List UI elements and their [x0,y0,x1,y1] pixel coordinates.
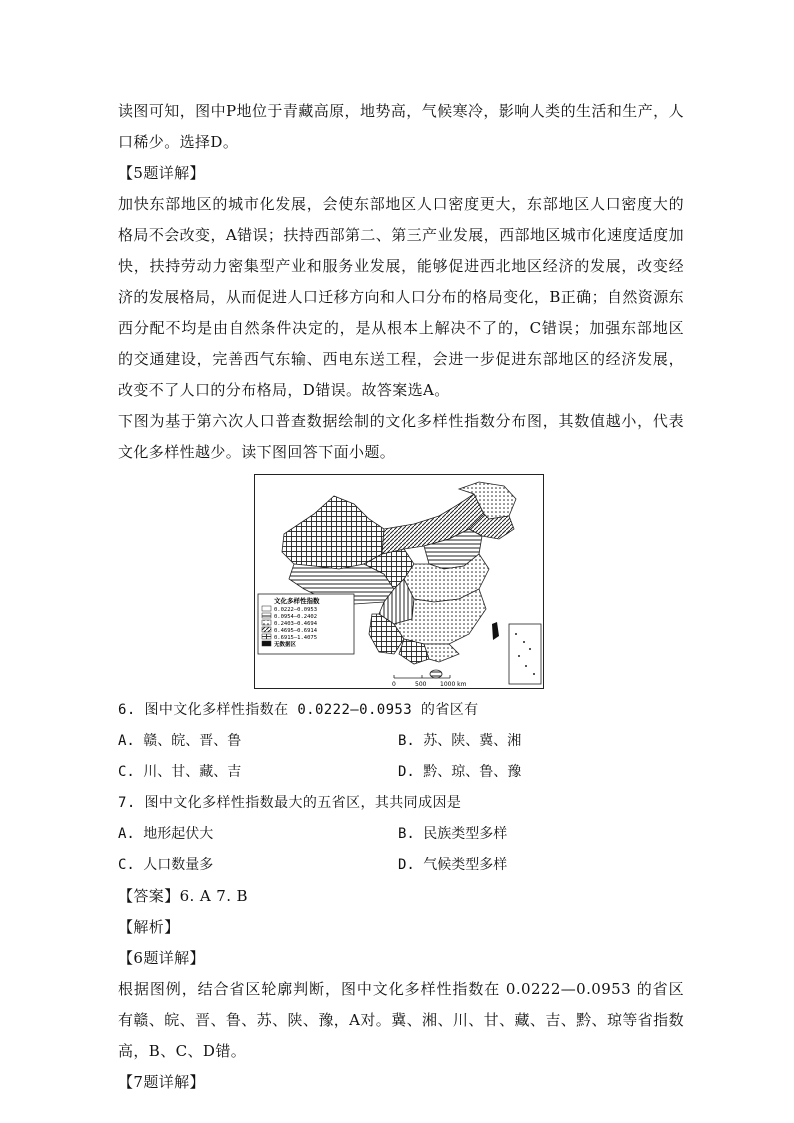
legend-item-3: 0.2403—0.4694 [274,621,318,627]
q7-option-b: B. 民族类型多样 [398,826,508,842]
q6-option-d: D. 黔、琼、鲁、豫 [398,764,522,780]
question-7-options-row1 [118,819,684,850]
question-6-stem: 6. 图中文化多样性指数在 0.0222—0.0953 的省区有 [118,702,479,718]
legend-item-2: 0.0954—0.2402 [274,614,318,620]
paragraph-p4-conclusion: 读图可知，图中P地位于青藏高原，地势高，气候寒冷，影响人类的生活和生产，人口稀少。选择D。 [118,102,684,151]
scale-label-1000: 1000 km [440,681,467,688]
question-6-options-row1 [118,726,684,757]
region-hainan [430,670,442,678]
q7-option-c: C. 人口数量多 [118,857,214,873]
legend-title: 文化多样性指数 [274,597,320,605]
q6-option-a: A. 赣、皖、晋、鲁 [118,733,242,749]
question-7-options-row2 [118,850,684,881]
q6-option-b: B. 苏、陕、冀、湘 [398,733,522,749]
map-legend [258,594,354,654]
scale-label-500: 500 [415,681,427,688]
q7-option-a: A. 地形起伏大 [118,826,214,842]
heading-q6-detail: 【6题详解】 [118,949,205,967]
heading-q5-detail: 【5题详解】 [118,164,205,182]
culture-diversity-map [254,474,544,689]
document-page [118,96,684,1098]
legend-item-6: 无数据区 [274,642,297,648]
paragraph-q6-explanation: 根据图例，结合省区轮廓判断，图中文化多样性指数在 0.0222—0.0953 的省区有赣、皖、晋、鲁、苏、陕、豫，A对。冀、湘、川、甘、藏、吉、黔、琼等省指数高，B、C、D错。 [118,980,684,1060]
legend-item-5: 0.6915—1.4075 [274,635,318,641]
china-map-figure [254,474,544,689]
question-6-options-row2 [118,757,684,788]
scale-label-0: 0 [392,681,396,688]
q7-option-d: D. 气候类型多样 [398,857,508,873]
analysis-heading: 【解析】 [118,918,180,936]
question-7-stem: 7. 图中文化多样性指数最大的五省区，其共同成因是 [118,795,462,811]
answer-line: 【答案】6. A 7. B [118,887,248,905]
paragraph-map-intro: 下图为基于第六次人口普查数据绘制的文化多样性指数分布图，其数值越小，代表文化多样性越少。读下图回答下面小题。 [118,412,684,461]
legend-item-4: 0.4695—0.6914 [274,628,318,634]
heading-q7-detail: 【7题详解】 [118,1073,205,1091]
legend-item-1: 0.0222—0.0953 [274,607,318,613]
south-sea-inset [509,624,541,684]
paragraph-q5-explanation: 加快东部地区的城市化发展，会使东部地区人口密度更大，东部地区人口密度大的格局不会改变，A错误；扶持西部第二、第三产业发展，西部地区城市化速度适度加快，扶持劳动力密集型产业和服务业发展，能够促进西北地区经济的发展，改变经济的发展格局，从而促进人口迁移方向和人口分布的格局变化，B正确；自然资源东西分配不均是由自然条件决定的，是从根本上解决不了的，C错误；加强东部地区的交通建设，完善西气东输、西电东送工程，会进一步促进东部地区的经济发展，改变不了人口的分布格局，D错误。故答案选A。 [118,195,684,399]
q6-option-c: C. 川、甘、藏、吉 [118,764,242,780]
